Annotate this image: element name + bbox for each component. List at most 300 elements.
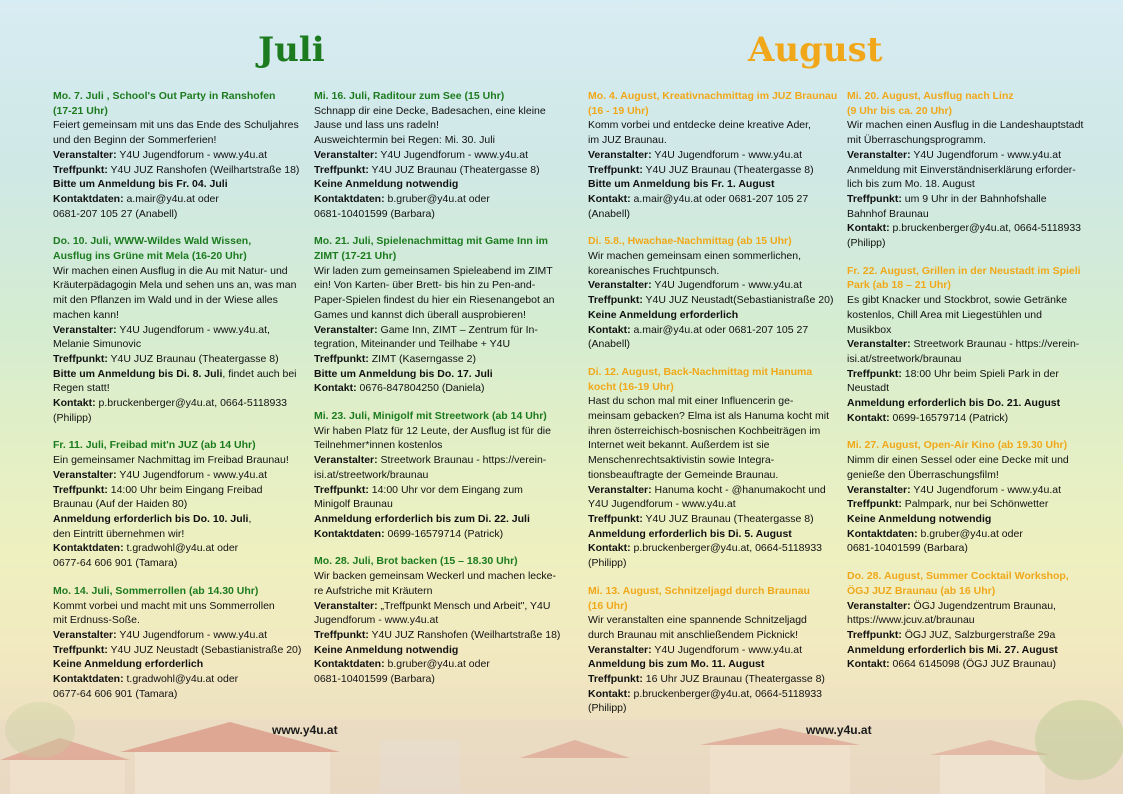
event-detail: [53, 512, 305, 527]
event-detail: [314, 643, 566, 658]
detail-value: Streetwork Braunau - https://verein-: [910, 338, 1080, 351]
event-detail: [314, 323, 566, 338]
event-description: Wir machen einen Ausflug in die Au mit Natur- und: [53, 264, 288, 277]
event-detail: [53, 687, 305, 702]
detail-value: Y4U Jugendforum - www.y4u.at: [377, 148, 529, 161]
event-detail: [314, 599, 566, 614]
detail-value: 0677-64 606 901 (Tamara): [53, 687, 178, 700]
detail-label: Treffpunkt:: [314, 628, 369, 641]
detail-label: Veranstalter:: [314, 323, 378, 336]
detail-label: Anmeldung erforderlich bis Di. 5. August: [588, 527, 792, 540]
detail-label: Bitte um Anmeldung bis Di. 8. Juli: [53, 367, 223, 380]
event-description: Feiert gemeinsam mit uns das Ende des Schuljahres: [53, 119, 299, 132]
event-detail: [53, 541, 305, 556]
detail-label: Treffpunkt:: [588, 294, 643, 307]
event-detail: [847, 657, 1097, 672]
event-description: Schnapp dir eine Decke, Badesachen, eine kleine: [314, 104, 546, 117]
event-title: Fr. 11. Juli, Freibad mit'n JUZ (ab 14 Uhr): [53, 439, 256, 452]
event-detail: [847, 381, 1097, 396]
detail-value: (Philipp): [847, 237, 886, 250]
juli-column-1: [53, 89, 305, 714]
detail-value: isi.at/streetwork/braunau: [314, 468, 429, 481]
event-description: im JUZ Braunau.: [588, 134, 667, 147]
event-detail: [588, 497, 838, 512]
event-detail: [847, 337, 1097, 352]
event-detail: [314, 613, 566, 628]
juli-page: [0, 0, 561, 794]
detail-value: Neustadt: [847, 382, 890, 395]
event-title: Mi. 13. August, Schnitzeljagd durch Braunau: [588, 584, 810, 597]
detail-label: Kontaktdaten:: [53, 192, 124, 205]
event-title: Fr. 22. August, Grillen in der Neustadt im Spieli: [847, 264, 1081, 277]
event-description: meinsam gebacken? Elma ist als Hanuma kocht mit: [588, 410, 830, 423]
event-detail: [53, 672, 305, 687]
event-description: mit Überraschungsprogramm.: [847, 134, 986, 147]
detail-value: 0699-16579714 (Patrick): [384, 527, 504, 540]
event-description: Wir veranstalten eine spannende Schnitzeljagd: [588, 614, 807, 627]
event-detail: [847, 527, 1097, 542]
detail-label: Kontakt:: [847, 658, 890, 671]
detail-label: Bitte um Anmeldung bis Fr. 04. Juli: [53, 178, 228, 191]
detail-label: Veranstalter:: [53, 323, 117, 336]
event-entry: [588, 365, 838, 571]
event-detail: [847, 497, 1097, 512]
event-title: Mo. 21. Juli, Spielenachmittag mit Game Inn im: [314, 235, 548, 248]
event-entry: [588, 89, 838, 221]
detail-label: Veranstalter:: [847, 483, 911, 496]
detail-label: Treffpunkt:: [53, 483, 108, 496]
event-detail: [847, 628, 1097, 643]
event-title: Mo. 14. Juli, Sommerrollen (ab 14.30 Uhr): [53, 584, 259, 597]
event-detail: [53, 163, 305, 178]
detail-value: lich bis zum Mo. 18. August: [847, 178, 975, 191]
detail-value: 0677-64 606 901 (Tamara): [53, 557, 178, 570]
detail-value: https://www.jcuv.at/braunau: [847, 614, 975, 627]
detail-label: Veranstalter:: [588, 148, 652, 161]
event-detail: [847, 221, 1097, 236]
detail-value: „Treffpunkt Mensch und Arbeit", Y4U: [377, 599, 551, 612]
august-website-link[interactable]: www.y4u.at: [806, 723, 872, 737]
event-detail: [847, 643, 1097, 658]
detail-label: Veranstalter:: [588, 483, 652, 496]
august-page: [562, 0, 1123, 794]
event-detail: [314, 207, 566, 222]
detail-value: Palmpark, nur bei Schönwetter: [901, 498, 1049, 511]
detail-value: 0664 6145098 (ÖGJ JUZ Braunau): [889, 658, 1056, 671]
event-description: kostenlos, Chill Area mit Liegestühlen und: [847, 308, 1042, 321]
event-detail: [847, 207, 1097, 222]
detail-value: Y4U JUZ Braunau (Theatergasse 8): [368, 163, 540, 176]
event-detail: [314, 453, 566, 468]
event-detail: [53, 527, 305, 542]
detail-value: Y4U Jugendforum - www.y4u.at: [910, 148, 1062, 161]
detail-value: Bahnhof Braunau: [847, 207, 929, 220]
event-detail: [53, 177, 305, 192]
event-detail: [53, 411, 305, 426]
event-description: Musikbox: [847, 323, 892, 336]
event-detail: [314, 483, 566, 498]
event-description: re Aufstriche mit Kräutern: [314, 584, 433, 597]
event-detail: [314, 381, 566, 396]
detail-label: Kontaktdaten:: [314, 192, 385, 205]
event-detail: [314, 672, 566, 687]
event-description: mit Erdnuss-Soße.: [53, 614, 140, 627]
detail-value: isi.at/streetwork/braunau: [847, 352, 962, 365]
event-detail: [53, 657, 305, 672]
detail-value: a.mair@y4u.at oder: [123, 192, 219, 205]
detail-value: 18:00 Uhr beim Spieli Park in der: [901, 367, 1059, 380]
event-detail: [314, 468, 566, 483]
event-title: Mi. 20. August, Ausflug nach Linz: [847, 90, 1014, 102]
event-entry: [847, 438, 1097, 556]
event-title: (16 Uhr): [588, 599, 628, 612]
detail-label: Kontakt:: [588, 542, 631, 555]
event-detail: [588, 483, 838, 498]
event-description: durch Braunau mit anschließendem Picknick!: [588, 628, 799, 641]
detail-value: tegration, Miteinander und Teilhabe + Y4U: [314, 338, 511, 351]
detail-label: Treffpunkt:: [588, 512, 643, 525]
event-description: Paper-Spielen findest du hier ein Riesenangebot an: [314, 294, 555, 307]
event-detail: [53, 643, 305, 658]
event-description: Wir machen gemeinsam einen sommerlichen,: [588, 250, 801, 263]
detail-value: Y4U JUZ Braunau (Theatergasse 8): [642, 163, 814, 176]
event-description: Jause und lass uns radeln!: [314, 119, 439, 132]
event-detail: [53, 323, 305, 338]
detail-label: Kontaktdaten:: [53, 542, 124, 555]
event-title: Mi. 16. Juli, Raditour zum See (15 Uhr): [314, 90, 505, 102]
event-description: tionsbeauftragte der Gemeinde Braunau.: [588, 468, 779, 481]
event-description: Ein gemeinsamer Nachmittag im Freibad Braunau!: [53, 454, 289, 467]
august-column-2: [847, 89, 1097, 685]
event-title: Di. 5.8., Hwachae-Nachmittag (ab 15 Uhr): [588, 235, 792, 248]
event-description: Wir laden zum gemeinsamen Spieleabend im ZIMT: [314, 264, 553, 277]
detail-label: Treffpunkt:: [53, 352, 108, 365]
event-detail: [314, 497, 566, 512]
detail-value: Game Inn, ZIMT – Zentrum für In-: [377, 323, 538, 336]
event-description: Es gibt Knacker und Stockbrot, sowie Getränke: [847, 294, 1068, 307]
detail-label: Anmeldung erforderlich bis Do. 21. August: [847, 397, 1061, 410]
detail-value: Y4U Jugendforum - www.y4u.at,: [116, 323, 270, 336]
detail-label: Veranstalter:: [314, 454, 378, 467]
event-detail: [314, 367, 566, 382]
detail-label: Veranstalter:: [53, 628, 117, 641]
event-entry: [314, 234, 566, 396]
event-detail: [53, 556, 305, 571]
event-description: Komm vorbei und entdecke deine kreative Ader,: [588, 119, 811, 132]
detail-value: (Philipp): [53, 411, 92, 424]
event-detail: [314, 177, 566, 192]
event-entry: [847, 264, 1097, 426]
event-entry: [314, 89, 566, 221]
detail-value: b.gruber@y4u.at oder: [384, 192, 490, 205]
event-description: Games und kannst dich überall ausprobieren!: [314, 308, 526, 321]
juli-website-link[interactable]: www.y4u.at: [272, 723, 338, 737]
detail-label: Veranstalter:: [847, 338, 911, 351]
event-title: (9 Uhr bis ca. 20 Uhr): [847, 104, 953, 117]
detail-value: (Anabell): [588, 338, 631, 351]
detail-label: Keine Anmeldung notwendig: [314, 178, 459, 191]
event-detail: [53, 396, 305, 411]
event-detail: [847, 512, 1097, 527]
detail-value: Y4U JUZ Braunau (Theatergasse 8): [107, 352, 279, 365]
detail-label: Keine Anmeldung erforderlich: [53, 658, 204, 671]
detail-value: 0681-10401599 (Barbara): [314, 673, 435, 686]
detail-value: den Eintritt übernehmen wir!: [53, 527, 185, 540]
event-entry: [588, 234, 838, 352]
detail-label: Treffpunkt:: [53, 643, 108, 656]
event-title: Mo. 7. Juli , School's Out Party in Ranshofen: [53, 90, 276, 102]
detail-value: um 9 Uhr in der Bahnhofshalle: [901, 192, 1047, 205]
detail-label: Keine Anmeldung erforderlich: [588, 308, 739, 321]
detail-label: Treffpunkt:: [314, 352, 369, 365]
event-description: ein! Von Karten- über Brett- bis hin zu Pen-and-: [314, 279, 536, 292]
detail-value: Regen statt!: [53, 382, 110, 395]
event-detail: [53, 483, 305, 498]
event-detail: [847, 236, 1097, 251]
detail-value: 16 Uhr JUZ Braunau (Theatergasse 8): [642, 673, 825, 686]
event-detail: [588, 672, 838, 687]
event-detail: [588, 148, 838, 163]
detail-value: 14:00 Uhr beim Eingang Freibad: [107, 483, 263, 496]
event-detail: [588, 556, 838, 571]
event-description: Kräuterpädagogin Mela und sehen uns an, was man: [53, 279, 297, 292]
event-detail: [53, 367, 305, 382]
event-detail: [847, 411, 1097, 426]
event-detail: [314, 148, 566, 163]
event-entry: [314, 409, 566, 541]
detail-value: Y4U JUZ Ranshofen (Weilhartstraße 18): [368, 628, 561, 641]
event-detail: [588, 657, 838, 672]
detail-label: Veranstalter:: [314, 599, 378, 612]
event-detail: [588, 541, 838, 556]
detail-value: Y4U Jugendforum - www.y4u.at: [651, 148, 803, 161]
event-description: Hast du schon mal mit einer Influencerin ge-: [588, 395, 794, 408]
event-detail: [588, 687, 838, 702]
detail-value: b.gruber@y4u.at oder: [384, 658, 490, 671]
detail-value: p.bruckenberger@y4u.at, 0664-5118933: [95, 397, 288, 410]
event-description: Nimm dir einen Sessel oder eine Decke mit und: [847, 454, 1069, 467]
detail-value: t.gradwohl@y4u.at oder: [123, 542, 239, 555]
detail-label: Treffpunkt:: [53, 163, 108, 176]
event-description: mit den Pflanzen im Wald und in der Wiese alles: [53, 294, 278, 307]
detail-label: Keine Anmeldung notwendig: [314, 643, 459, 656]
detail-value: a.mair@y4u.at oder 0681-207 105 27: [630, 323, 809, 336]
event-detail: [53, 148, 305, 163]
detail-value: Streetwork Braunau - https://verein-: [377, 454, 547, 467]
event-description: genieße den Überraschungsfilm!: [847, 468, 999, 481]
event-detail: [314, 512, 566, 527]
event-title: Park (ab 18 – 21 Uhr): [847, 279, 951, 292]
detail-value: 14:00 Uhr vor dem Eingang zum: [368, 483, 523, 496]
detail-label: Veranstalter:: [314, 148, 378, 161]
detail-value: Y4U JUZ Ranshofen (Weilhartstraße 18): [107, 163, 300, 176]
event-detail: [53, 352, 305, 367]
event-detail: [588, 512, 838, 527]
event-entry: [314, 554, 566, 686]
detail-label: Veranstalter:: [53, 468, 117, 481]
event-detail: [53, 468, 305, 483]
event-title: Do. 28. August, Summer Cocktail Workshop,: [847, 570, 1069, 583]
detail-value: Y4U Jugendforum - www.y4u.at: [116, 468, 268, 481]
event-entry: [588, 584, 838, 716]
event-description: machen kann!: [53, 308, 119, 321]
event-detail: [847, 192, 1097, 207]
event-detail: [588, 177, 838, 192]
event-title: ZIMT (17-21 Uhr): [314, 250, 397, 263]
detail-value: Y4U Jugendforum - www.y4u.at: [910, 483, 1062, 496]
detail-value: 0699-16579714 (Patrick): [889, 411, 1009, 424]
detail-label: Bitte um Anmeldung bis Do. 17. Juli: [314, 367, 493, 380]
detail-value: 0681-10401599 (Barbara): [847, 542, 968, 555]
detail-label: Treffpunkt:: [847, 498, 902, 511]
event-detail: [847, 163, 1097, 178]
event-title: Do. 10. Juli, WWW-Wildes Wald Wissen,: [53, 235, 252, 248]
detail-value: Braunau (Auf der Haiden 80): [53, 498, 188, 511]
event-entry: [53, 584, 305, 702]
event-detail: [588, 192, 838, 207]
event-description: Ausweichtermin bei Regen: Mi. 30. Juli: [314, 134, 495, 147]
juli-title: Juli: [258, 30, 325, 70]
event-detail: [314, 352, 566, 367]
detail-label: Veranstalter:: [588, 643, 652, 656]
event-detail: [588, 323, 838, 338]
detail-label: Anmeldung erforderlich bis Do. 10. Juli: [53, 512, 249, 525]
event-detail: [314, 657, 566, 672]
juli-column-2: [314, 89, 566, 700]
event-detail: [314, 192, 566, 207]
event-title: ÖGJ JUZ Braunau (ab 16 Uhr): [847, 584, 996, 597]
event-detail: [314, 337, 566, 352]
event-title: Ausflug ins Grüne mit Mela (16-20 Uhr): [53, 250, 247, 263]
detail-label: Treffpunkt:: [847, 192, 902, 205]
event-detail: [847, 599, 1097, 614]
detail-label: Keine Anmeldung notwendig: [847, 512, 992, 525]
detail-label: Anmeldung bis zum Mo. 11. August: [588, 658, 765, 671]
detail-label: Veranstalter:: [847, 599, 911, 612]
event-description: Teilnehmer*innen kostenlos: [314, 439, 443, 452]
detail-label: Kontakt:: [314, 382, 357, 395]
detail-label: Treffpunkt:: [847, 628, 902, 641]
detail-label: Bitte um Anmeldung bis Fr. 1. August: [588, 178, 775, 191]
event-detail: [847, 396, 1097, 411]
event-detail: [53, 207, 305, 222]
event-detail: [847, 148, 1097, 163]
event-detail: [53, 628, 305, 643]
detail-value: (Anabell): [588, 207, 631, 220]
event-title: Mo. 4. August, Kreativnachmittag im JUZ Braunau: [588, 90, 838, 102]
detail-value: p.bruckenberger@y4u.at, 0664-5118933: [630, 542, 823, 555]
event-entry: [53, 438, 305, 570]
detail-label: Kontaktdaten:: [314, 527, 385, 540]
event-description: ihren österreichisch-bosnischen Kochbeiträgen im: [588, 424, 821, 437]
detail-value: p.bruckenberger@y4u.at, 0664-5118933: [889, 222, 1082, 235]
event-detail: [588, 701, 838, 716]
event-detail: [53, 497, 305, 512]
detail-value: p.bruckenberger@y4u.at, 0664-5118933: [630, 687, 823, 700]
august-title: August: [748, 30, 883, 70]
august-column-1: [588, 89, 838, 729]
event-detail: [847, 367, 1097, 382]
event-title: kocht (16-19 Uhr): [588, 380, 674, 393]
detail-value: Minigolf Braunau: [314, 498, 393, 511]
event-description: koreanisches Fruchtpunsch.: [588, 264, 720, 277]
event-title: Mi. 27. August, Open-Air Kino (ab 19.30 Uhr): [847, 439, 1068, 452]
detail-label: Anmeldung erforderlich bis zum Di. 22. Juli: [314, 512, 530, 525]
event-detail: [53, 337, 305, 352]
event-detail: [314, 163, 566, 178]
event-entry: [53, 234, 305, 425]
event-description: Kommt vorbei und macht mit uns Sommerrollen: [53, 599, 275, 612]
event-title: (16 - 19 Uhr): [588, 104, 649, 117]
event-detail: [588, 308, 838, 323]
event-detail: [847, 177, 1097, 192]
detail-value: Y4U JUZ Neustadt(Sebastianistraße 20): [642, 294, 834, 307]
event-entry: [847, 89, 1097, 251]
event-title: Mo. 28. Juli, Brot backen (15 – 18.30 Uhr): [314, 555, 518, 568]
detail-label: Treffpunkt:: [314, 163, 369, 176]
detail-value: 0676-847804250 (Daniela): [356, 382, 485, 395]
detail-value: , findet auch bei: [222, 367, 297, 380]
event-description: und den Beginn der Sommerferien!: [53, 134, 217, 147]
detail-label: Kontaktdaten:: [847, 527, 918, 540]
event-title: Mi. 23. Juli, Minigolf mit Streetwork (ab 14 Uhr): [314, 410, 547, 423]
detail-value: Jugendforum - www.y4u.at: [314, 614, 439, 627]
detail-label: Veranstalter:: [588, 279, 652, 292]
detail-label: Veranstalter:: [53, 148, 117, 161]
event-detail: [53, 381, 305, 396]
detail-value: 0681-207 105 27 (Anabell): [53, 207, 178, 220]
detail-value: Y4U Jugendforum - www.y4u.at: [651, 643, 803, 656]
detail-label: Kontaktdaten:: [314, 658, 385, 671]
detail-value: Melanie Simunovic: [53, 338, 142, 351]
event-entry: [53, 89, 305, 221]
detail-label: Veranstalter:: [847, 148, 911, 161]
detail-label: Kontakt:: [847, 222, 890, 235]
event-detail: [588, 293, 838, 308]
event-description: Wir haben Platz für 12 Leute, der Ausflug ist für die: [314, 424, 551, 437]
event-detail: [847, 541, 1097, 556]
detail-label: Treffpunkt:: [588, 163, 643, 176]
detail-value: Y4U JUZ Braunau (Theatergasse 8): [642, 512, 814, 525]
detail-value: Y4U Jugendforum - www.y4u.at: [116, 628, 268, 641]
event-description: Wir backen gemeinsam Weckerl und machen lecke-: [314, 570, 556, 583]
detail-label: Treffpunkt:: [847, 367, 902, 380]
event-detail: [588, 527, 838, 542]
detail-value: Y4U Jugendforum - www.y4u.at: [116, 148, 268, 161]
event-description: Menschenrechtsaktivistin sowie Integra-: [588, 454, 775, 467]
event-detail: [53, 192, 305, 207]
detail-label: Anmeldung erforderlich bis Mi. 27. August: [847, 643, 1058, 656]
event-detail: [588, 207, 838, 222]
detail-value: 0681-10401599 (Barbara): [314, 207, 435, 220]
event-detail: [588, 643, 838, 658]
detail-label: Kontakt:: [847, 411, 890, 424]
event-detail: [847, 352, 1097, 367]
detail-value: Anmeldung mit Einverständniserklärung erforder-: [847, 163, 1076, 176]
detail-label: Treffpunkt:: [314, 483, 369, 496]
event-title: (17-21 Uhr): [53, 104, 108, 117]
detail-value: ,: [248, 512, 252, 525]
detail-value: Y4U JUZ Neustadt (Sebastianistraße 20): [107, 643, 302, 656]
detail-label: Kontakt:: [588, 192, 631, 205]
detail-value: t.gradwohl@y4u.at oder: [123, 673, 239, 686]
detail-value: ZIMT (Kaserngasse 2): [368, 352, 477, 365]
detail-value: ÖGJ JUZ, Salzburgerstraße 29a: [901, 628, 1056, 641]
detail-label: Kontaktdaten:: [53, 673, 124, 686]
detail-value: (Philipp): [588, 557, 627, 570]
detail-value: (Philipp): [588, 702, 627, 715]
event-detail: [314, 527, 566, 542]
